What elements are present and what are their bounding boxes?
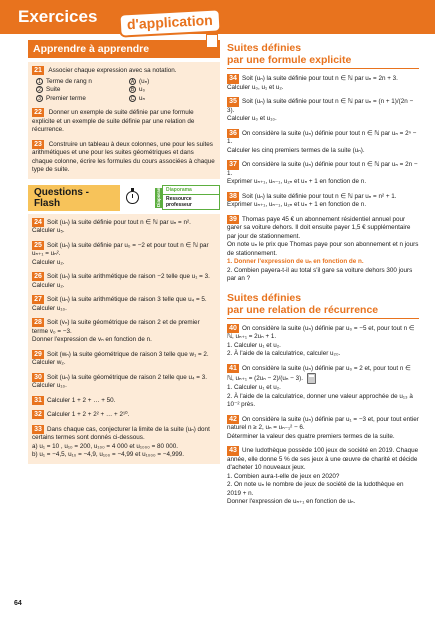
flash-section — [28, 214, 220, 464]
left-column — [28, 40, 220, 464]
flash-title: Questions - Flash — [28, 185, 120, 211]
page-title: Exercices — [18, 7, 98, 26]
page-number: 64 — [14, 600, 22, 607]
exercise-28: 28 Soit (vₙ) la suite géométrique de raison 2 et de premier terme v₀ = −3. Donner l'expression de vₙ en fonction de n. — [32, 319, 200, 343]
stopwatch-icon — [126, 191, 139, 204]
exercise-34: 34 Soit (uₙ) la suite définie pour tout n ∈ ℕ par uₙ = 2n + 3. Calculer u₀, u₁ et u₂. — [227, 75, 398, 91]
diaporama-tab: Diaporama — [155, 183, 161, 207]
exercise-number: 21 — [32, 66, 44, 75]
notebook-icon — [206, 34, 218, 48]
exercise-31: 31 Calculer 1 + 2 + … + 50. — [32, 396, 216, 406]
exercise-37: 37 On considère la suite (uₙ) définie pour tout n ∈ ℕ par uₙ = 2n − 1. Exprimer uₙ₊₁, uₙ₋₁, u₂ₙ et uₙ + 1 en fonction de n. — [227, 161, 418, 186]
title-banner — [0, 0, 435, 34]
right-column — [227, 40, 419, 512]
exercise-number: 22 — [32, 108, 44, 117]
matching-grid: 1 Terme de rang n A (uₙ) 2 Suite B u₀ 3 Premier terme C uₙ — [36, 78, 216, 104]
exercise-43: 43 Une ludothèque possède 100 jeux de société en 2019. Chaque année, elle donne 5 % de ses jeux à une œuvre de charité et décide d'acheter 10 nouveaux jeux. 1. Combien aura-t-elle de jeux en 2020? 2. On note uₙ le nombre de jeux de société de la ludothèque en 2019 + n. Donner l'expression de uₙ₊₁ en fonction de uₙ. — [227, 447, 419, 506]
exercise-40: 40 On considère la suite (uₙ) définie par u₀ = −5 et, pour tout n ∈ ℕ, uₙ₊₁ = 2uₙ + 1. 1. Calculer u₁ et u₂. 2. À l'aide de la calculatrice, calculer u₂₀. — [227, 324, 415, 358]
diaporama-link[interactable] — [155, 185, 220, 210]
calculator-icon — [307, 373, 316, 384]
exercise-38: 38 Soit (uₙ) la suite définie pour tout n ∈ ℕ par uₙ = n² + 1. Exprimer uₙ₊₁, uₙ₋₁, u₂ₙ et uₙ + 1 en fonction de n. — [227, 192, 397, 209]
exercise-23: 23 Construire un tableau à deux colonnes, une pour les suites arithmétiques et une pour les suites géométriques et dans chaque colonne, écrire les formules du cours associées à chaque type de suite. — [32, 140, 215, 173]
exercise-35: 35 Soit (uₙ) la suite définie pour tout n ∈ ℕ par uₙ = (n + 1)/(2n − 3). Calculer u₀ et u₁₀. — [227, 98, 414, 123]
exercise-27: 27 Soit (uₙ) la suite arithmétique de raison 3 telle que u₄ = 5. Calculer u₁₀. — [32, 296, 207, 312]
page-title-tag: d'application — [118, 8, 221, 37]
exercise-32: 32 Calculer 1 + 2 + 2² + … + 2¹⁰. — [32, 410, 216, 420]
exercise-number: 23 — [32, 140, 44, 149]
section-explicit-title: Suites définies par une formule explicite — [227, 42, 419, 69]
exercise-42: 42 On considère la suite (uₙ) définie par u₁ = −3 et, pour tout entier naturel n ≥ 2, uₙ = uₙ₋₁² − 6. Déterminer la valeur des quatre premiers termes de la suite. — [227, 415, 419, 440]
exercise-25: 25 Soit (uₙ) la suite définie par u₀ = −2 et pour tout n ∈ ℕ par uₙ₊₁ = uₙ². Calculer u₂. — [32, 241, 209, 266]
ressource-label: Ressource professeur — [163, 194, 219, 209]
exercise-33: 33 Dans chaque cas, conjecturer la limite de la suite (uₙ) dont certains termes sont donnés ci-dessous. a) u₁ = 10 , u₁₀ = 200, u₁₀₀ = 4 000 et u₁₀₀₀ = 80 000. b) u₁ = −4,5, u₁₀ = −4,9, u₁₀₀ = −4,99 et u₁₀₀₀ = −4,999. — [32, 425, 210, 458]
flash-header — [28, 185, 220, 211]
learn-section-title: Apprendre à apprendre — [28, 40, 220, 58]
exercise-41: 41 On considère la suite (uₙ) définie par u₀ = 2 et, pour tout n ∈ ℕ, uₙ₊₁ = (2uₙ − 2)/(uₙ − 3). 1. Calculer u₁ et u₂. 2. À l'aide de la calculatrice, donner une valeur approchée de u₁₃ à 10⁻² près. — [227, 364, 413, 409]
diaporama-label: Diaporama — [165, 187, 192, 193]
exercise-36: 36 On considère la suite (uₙ) définie pour tout n ∈ ℕ par uₙ = 2ⁿ − 1. Calculer les cinq premiers termes de la suite (uₙ). — [227, 129, 417, 154]
exercise-30: 30 Soit (uₙ) la suite géométrique de raison 2 telle que u₄ = 3. Calculer u₁₀. — [32, 373, 207, 389]
exercise-26: 26 Soit (uₙ) la suite arithmétique de raison −2 telle que u₁ = 3. Calculer u₂. — [32, 273, 210, 289]
exercise-21: 21 Associer chaque expression avec sa notation. 1 Terme de rang n A (uₙ) 2 Suite B u₀ 3 Premier terme C uₙ — [32, 66, 216, 103]
exercise-29: 29 Soit (wₙ) la suite géométrique de raison 3 telle que w₁ = 2. Calculer w₂. — [32, 350, 209, 366]
exercise-22: 22 Donner un exemple de suite définie par une formule explicite et un exemple de suite définie par une relation de récurrence. — [32, 109, 195, 133]
section-recurrence-title: Suites définies par une relation de récurrence — [227, 292, 419, 319]
exercise-24: 24 Soit (uₙ) la suite définie pour tout n ∈ ℕ par uₙ = n². Calculer u₅. — [32, 218, 191, 234]
exercise-39: 39 Thomas paye 45 € un abonnement résidentiel annuel pour garer sa voiture dehors. Il doit ensuite payer 1,5 € supplémentaire par jour de stationnement. On note uₙ le prix que Thomas paye pour son abonnement et n jours de stationnement. 1. Donner l'expression de uₙ en fonction de n. 2. Combien payera-t-il au total s'il gare sa voiture dehors 300 jours par an ? — [227, 215, 419, 283]
learn-section — [28, 62, 220, 179]
